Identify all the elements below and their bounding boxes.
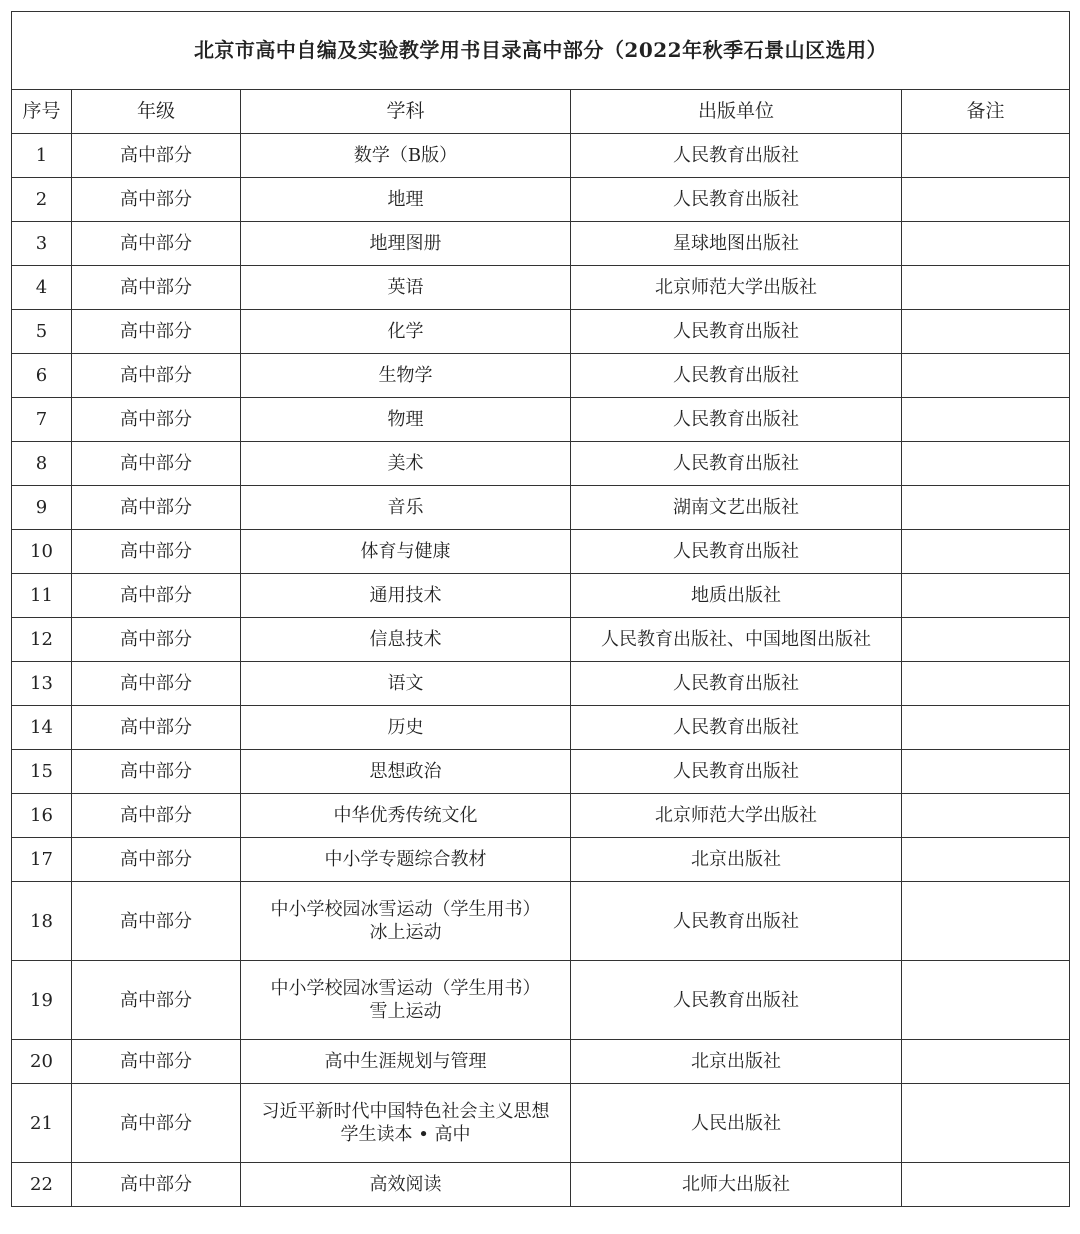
row-grade: 高中部分 xyxy=(72,266,241,310)
row-seq: 3 xyxy=(12,222,72,266)
row-subject-line: 中小学专题综合教材 xyxy=(324,849,487,870)
table-row xyxy=(12,750,1070,794)
row-note xyxy=(902,1084,1070,1163)
row-seq: 17 xyxy=(12,838,72,882)
row-publisher: 人民教育出版社 xyxy=(571,530,902,574)
row-subject-line: 高中生涯规划与管理 xyxy=(324,1051,487,1072)
header-note: 备注 xyxy=(902,90,1070,134)
header-subject: 学科 xyxy=(241,90,571,134)
table-row xyxy=(12,706,1070,750)
row-seq: 1 xyxy=(12,134,72,178)
row-note xyxy=(902,354,1070,398)
row-note xyxy=(902,1040,1070,1084)
row-grade: 高中部分 xyxy=(72,398,241,442)
row-subject xyxy=(241,222,571,266)
table-row xyxy=(12,222,1070,266)
row-note xyxy=(902,961,1070,1040)
row-publisher: 湖南文艺出版社 xyxy=(571,486,902,530)
row-grade: 高中部分 xyxy=(72,882,241,961)
row-publisher: 北京出版社 xyxy=(571,838,902,882)
row-seq: 5 xyxy=(12,310,72,354)
row-subject xyxy=(241,961,571,1040)
row-subject xyxy=(241,882,571,961)
row-note xyxy=(902,618,1070,662)
row-subject-line: 英语 xyxy=(387,277,424,298)
row-publisher: 人民出版社 xyxy=(571,1084,902,1163)
row-note xyxy=(902,662,1070,706)
row-seq: 10 xyxy=(12,530,72,574)
row-subject-line: 中小学校园冰雪运动（学生用书） xyxy=(270,899,541,920)
row-publisher: 人民教育出版社 xyxy=(571,882,902,961)
row-subject xyxy=(241,838,571,882)
row-grade: 高中部分 xyxy=(72,794,241,838)
table-row xyxy=(12,618,1070,662)
row-note xyxy=(902,530,1070,574)
row-grade: 高中部分 xyxy=(72,706,241,750)
row-subject xyxy=(241,134,571,178)
row-note xyxy=(902,838,1070,882)
row-note xyxy=(902,794,1070,838)
row-subject-line: 化学 xyxy=(387,321,424,342)
row-note xyxy=(902,442,1070,486)
table-row xyxy=(12,266,1070,310)
row-publisher: 北师大出版社 xyxy=(571,1163,902,1207)
table-row xyxy=(12,662,1070,706)
row-publisher: 人民教育出版社 xyxy=(571,398,902,442)
row-grade: 高中部分 xyxy=(72,662,241,706)
row-publisher: 人民教育出版社 xyxy=(571,706,902,750)
row-seq: 4 xyxy=(12,266,72,310)
row-seq: 21 xyxy=(12,1084,72,1163)
row-subject xyxy=(241,1084,571,1163)
header-grade: 年级 xyxy=(72,90,241,134)
row-publisher: 人民教育出版社 xyxy=(571,442,902,486)
row-subject-line: 高效阅读 xyxy=(369,1174,442,1195)
row-seq: 6 xyxy=(12,354,72,398)
table-row xyxy=(12,530,1070,574)
row-subject-line: 习近平新时代中国特色社会主义思想 xyxy=(261,1101,550,1122)
row-subject xyxy=(241,442,571,486)
row-subject-line: 音乐 xyxy=(387,497,424,518)
row-publisher: 北京出版社 xyxy=(571,1040,902,1084)
row-subject-line: 物理 xyxy=(387,409,424,430)
table-row xyxy=(12,838,1070,882)
row-publisher: 地质出版社 xyxy=(571,574,902,618)
table-title: 北京市高中自编及实验教学用书目录高中部分（2022年秋季石景山区选用） xyxy=(12,12,1070,90)
row-subject xyxy=(241,486,571,530)
row-subject xyxy=(241,706,571,750)
row-seq: 9 xyxy=(12,486,72,530)
row-subject xyxy=(241,794,571,838)
row-subject xyxy=(241,398,571,442)
row-subject-line: 中华优秀传统文化 xyxy=(333,805,478,826)
row-note xyxy=(902,1163,1070,1207)
row-note xyxy=(902,178,1070,222)
row-note xyxy=(902,398,1070,442)
row-seq: 22 xyxy=(12,1163,72,1207)
row-note xyxy=(902,134,1070,178)
row-seq: 15 xyxy=(12,750,72,794)
row-subject-line: 通用技术 xyxy=(369,585,442,606)
row-grade: 高中部分 xyxy=(72,750,241,794)
row-publisher: 北京师范大学出版社 xyxy=(571,794,902,838)
row-subject xyxy=(241,574,571,618)
row-note xyxy=(902,574,1070,618)
row-subject xyxy=(241,178,571,222)
row-subject-line: 地理图册 xyxy=(369,233,442,254)
table-row xyxy=(12,178,1070,222)
row-subject-line: 体育与健康 xyxy=(360,541,451,562)
row-subject xyxy=(241,530,571,574)
row-publisher: 人民教育出版社 xyxy=(571,750,902,794)
row-publisher: 人民教育出版社 xyxy=(571,961,902,1040)
row-seq: 19 xyxy=(12,961,72,1040)
table-row xyxy=(12,1040,1070,1084)
row-publisher: 人民教育出版社、中国地图出版社 xyxy=(571,618,902,662)
header-publisher: 出版单位 xyxy=(571,90,902,134)
row-note xyxy=(902,486,1070,530)
row-seq: 20 xyxy=(12,1040,72,1084)
row-seq: 2 xyxy=(12,178,72,222)
textbook-table xyxy=(11,11,1070,1207)
row-publisher: 星球地图出版社 xyxy=(571,222,902,266)
row-note xyxy=(902,706,1070,750)
row-publisher: 北京师范大学出版社 xyxy=(571,266,902,310)
row-note xyxy=(902,222,1070,266)
row-note xyxy=(902,310,1070,354)
row-grade: 高中部分 xyxy=(72,134,241,178)
row-grade: 高中部分 xyxy=(72,178,241,222)
row-subject-line: 数学（B版） xyxy=(353,145,458,166)
row-grade: 高中部分 xyxy=(72,354,241,398)
row-subject-line-2: 冰上运动 xyxy=(369,922,442,943)
row-grade: 高中部分 xyxy=(72,961,241,1040)
row-grade: 高中部分 xyxy=(72,442,241,486)
row-subject-line: 语文 xyxy=(387,673,424,694)
table-row xyxy=(12,354,1070,398)
table-row xyxy=(12,1084,1070,1163)
row-seq: 14 xyxy=(12,706,72,750)
row-subject-line: 历史 xyxy=(387,717,424,738)
row-publisher: 人民教育出版社 xyxy=(571,310,902,354)
row-grade: 高中部分 xyxy=(72,618,241,662)
row-subject-line: 思想政治 xyxy=(369,761,442,782)
row-publisher: 人民教育出版社 xyxy=(571,662,902,706)
row-seq: 12 xyxy=(12,618,72,662)
row-subject-line: 中小学校园冰雪运动（学生用书） xyxy=(270,978,541,999)
table-row xyxy=(12,442,1070,486)
row-subject-line-2: 学生读本 • 高中 xyxy=(340,1124,471,1145)
table-row xyxy=(12,486,1070,530)
table-row xyxy=(12,882,1070,961)
row-seq: 8 xyxy=(12,442,72,486)
row-grade: 高中部分 xyxy=(72,486,241,530)
row-subject xyxy=(241,354,571,398)
row-grade: 高中部分 xyxy=(72,574,241,618)
row-subject-line: 生物学 xyxy=(378,365,433,386)
row-subject-line-2: 雪上运动 xyxy=(369,1001,442,1022)
row-subject xyxy=(241,750,571,794)
row-subject xyxy=(241,310,571,354)
header-row xyxy=(12,90,1070,134)
table-row xyxy=(12,574,1070,618)
row-publisher: 人民教育出版社 xyxy=(571,354,902,398)
row-note xyxy=(902,882,1070,961)
table-row xyxy=(12,794,1070,838)
row-grade: 高中部分 xyxy=(72,530,241,574)
row-seq: 7 xyxy=(12,398,72,442)
row-publisher: 人民教育出版社 xyxy=(571,134,902,178)
row-seq: 13 xyxy=(12,662,72,706)
row-grade: 高中部分 xyxy=(72,1084,241,1163)
row-subject xyxy=(241,1040,571,1084)
table-row xyxy=(12,310,1070,354)
table-row xyxy=(12,134,1070,178)
row-grade: 高中部分 xyxy=(72,1163,241,1207)
row-grade: 高中部分 xyxy=(72,310,241,354)
row-seq: 11 xyxy=(12,574,72,618)
table-row xyxy=(12,1163,1070,1207)
row-subject-line: 美术 xyxy=(387,453,424,474)
row-grade: 高中部分 xyxy=(72,1040,241,1084)
row-note xyxy=(902,750,1070,794)
row-subject xyxy=(241,1163,571,1207)
row-seq: 16 xyxy=(12,794,72,838)
row-subject xyxy=(241,662,571,706)
table-row xyxy=(12,398,1070,442)
table-row xyxy=(12,961,1070,1040)
row-subject-line: 信息技术 xyxy=(369,629,442,650)
row-note xyxy=(902,266,1070,310)
row-grade: 高中部分 xyxy=(72,838,241,882)
row-publisher: 人民教育出版社 xyxy=(571,178,902,222)
row-subject xyxy=(241,266,571,310)
header-seq: 序号 xyxy=(12,90,72,134)
row-seq: 18 xyxy=(12,882,72,961)
row-subject-line: 地理 xyxy=(387,189,424,210)
row-subject xyxy=(241,618,571,662)
row-grade: 高中部分 xyxy=(72,222,241,266)
